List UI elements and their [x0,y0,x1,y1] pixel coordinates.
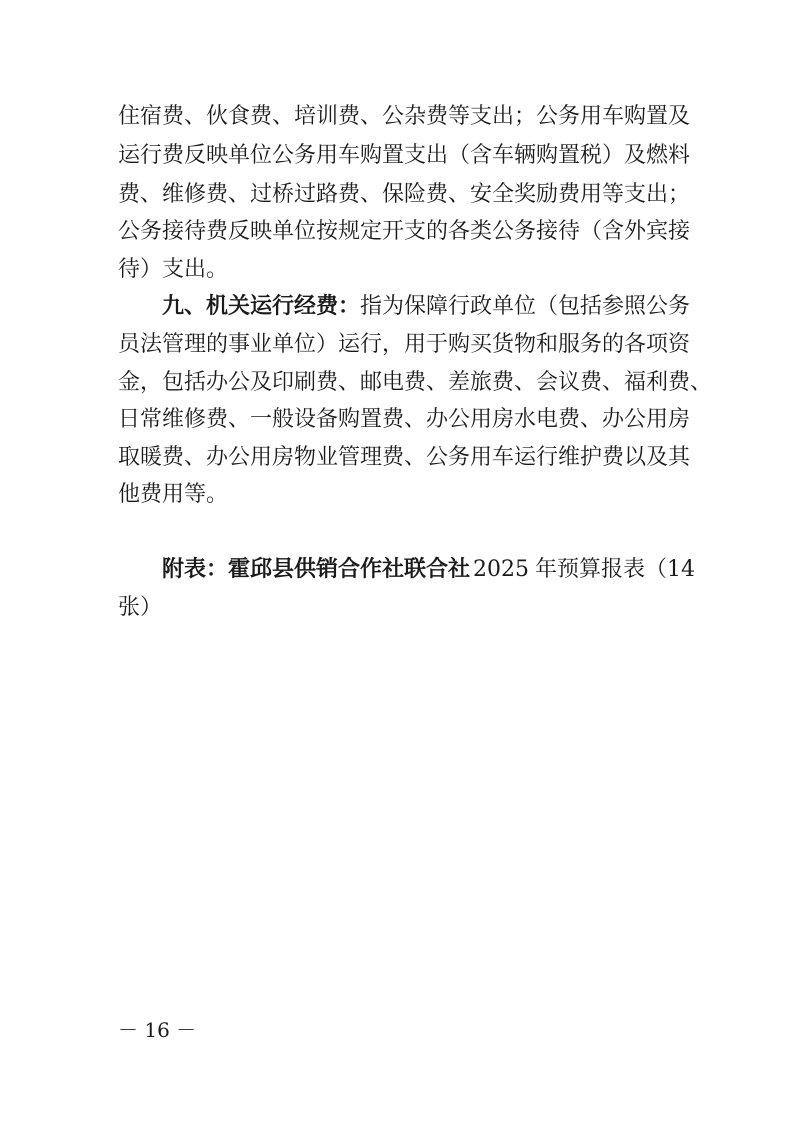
page-number: － 16 － [118,1018,197,1042]
attachment-year: 2025 [473,557,530,582]
attachment-title: 霍邱县供销合作社联合社 [228,557,471,582]
paragraph-1-line-5: 待）支出。 [118,257,229,282]
attachment-tail: 年预算报表（14 [535,557,696,582]
attachment-line [162,555,695,585]
paragraph-2-line-3: 金，包括办公及印刷费、邮电费、差旅费、会议费、福利费、 [118,370,713,395]
paragraph-1-line-4: 公务接待费反映单位按规定开支的各类公务接待（含外宾接 [118,219,691,244]
attachment-label: 附表： [162,557,229,582]
section-heading: 九、机关运行经费： [162,294,361,319]
paragraph-2-line-4: 日常维修费、一般设备购置费、办公用房水电费、办公用房 [118,407,691,432]
paragraph-2-line-6: 他费用等。 [118,482,229,507]
paragraph-2-first-line [162,292,690,322]
attachment-continuation: 张） [118,595,163,620]
paragraph-1-line-1: 住宿费、伙食费、培训费、公杂费等支出；公务用车购置及 [118,104,691,129]
paragraph-1-line-3: 费、维修费、过桥过路费、保险费、安全奖励费用等支出； [118,182,691,207]
paragraph-1-line-2: 运行费反映单位公务用车购置支出（含车辆购置税）及燃料 [118,143,691,168]
paragraph-2-line-1-text: 指为保障行政单位（包括参照公务 [360,294,691,319]
paragraph-2-line-5: 取暖费、办公用房物业管理费、公务用车运行维护费以及其 [118,445,691,470]
paragraph-2-line-2: 员法管理的事业单位）运行，用于购买货物和服务的各项资 [118,332,691,357]
